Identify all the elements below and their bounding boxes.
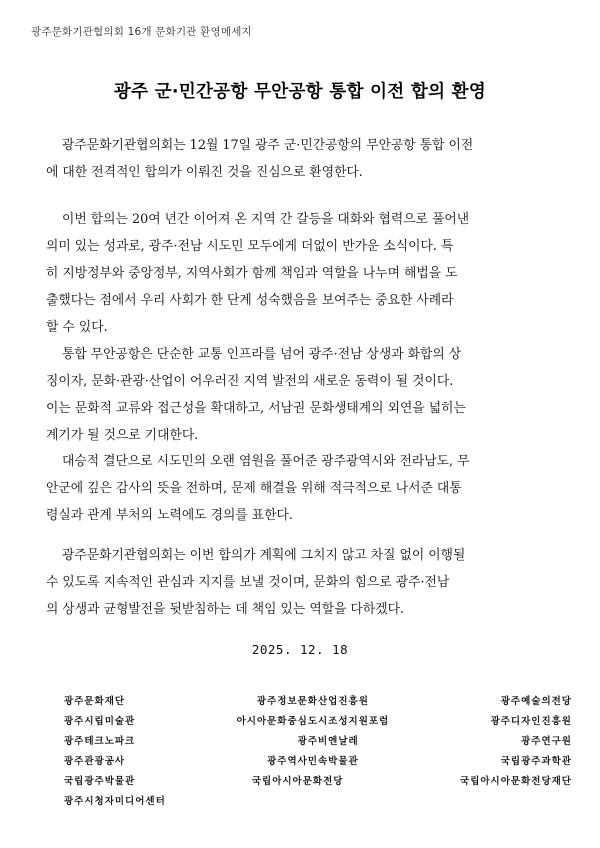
organization-name: 광주테크노파크: [64, 736, 136, 747]
paragraph-line: 에 대한 전격적인 합의가 이뤄진 것을 진심으로 환영한다.: [46, 165, 363, 180]
organization-row: [64, 793, 572, 811]
organization-name: 아시아문화중심도시조성지원포럼: [236, 716, 390, 727]
organization-row: [64, 753, 572, 771]
organization-row: [64, 693, 572, 711]
organization-name: 국립광주과학관: [500, 756, 572, 767]
paragraph-1: [46, 132, 562, 186]
paragraph-line: 의미 있는 성과로, 광주·전남 시도민 모두에게 더없이 반가운 소식이다. 특: [46, 239, 454, 254]
organization-name: 국립아시아문화전당: [251, 776, 344, 787]
paragraph-line: 히 지방정부와 중앙정부, 지역사회가 함께 책임과 역할을 나누며 해법을 도: [46, 266, 458, 281]
paragraph-line: 할 수 있다.: [46, 320, 108, 335]
paragraph-line: 징이자, 문화·관광·산업이 어우러진 지역 발전의 새로운 동력이 될 것이다.: [46, 374, 454, 389]
paragraph-2: [46, 206, 562, 341]
organization-name: 광주역사민속박물관: [267, 756, 359, 767]
organization-name: 광주시립미술관: [64, 716, 136, 727]
paragraph-line: 수 있도록 지속적인 관심과 지지를 보낼 것이며, 문화의 힘으로 광주·전남: [46, 575, 450, 590]
paragraph-line: 의 상생과 균형발전을 뒷받침하는 데 책임 있는 역할을 다하겠다.: [46, 602, 405, 617]
paragraph-line: 이는 문화적 교류와 접근성을 확대하고, 서남권 문화생태계의 외연을 넓히는: [46, 401, 466, 416]
organization-row: [64, 713, 572, 731]
organization-name: 광주시청자미디어센터: [64, 796, 166, 807]
paragraph-line: 안군에 깊은 감사의 뜻을 전하며, 문제 해결을 위해 적극적으로 나서준 대통: [46, 481, 462, 496]
organization-name: 광주디자인진흥원: [490, 716, 572, 727]
paragraph-line: 광주문화기관협의회는 이번 합의가 계획에 그치지 않고 차질 없이 이행될: [62, 548, 466, 563]
document-title: 광주 군·민간공항 무안공항 통합 이전 합의 환영: [113, 82, 487, 102]
paragraph-line: 대승적 결단으로 시도민의 오랜 염원을 풀어준 광주광역시와 전라남도, 무: [62, 454, 470, 469]
paragraph-line: 이번 합의는 20여 년간 이어져 온 지역 간 갈등을 대화와 협력으로 풀어낸: [62, 212, 470, 227]
paragraph-line: 령실과 관계 부처의 노력에도 경의를 표한다.: [46, 508, 293, 523]
organization-name: 광주예술의전당: [500, 696, 572, 707]
document-date: 2025. 12. 18: [251, 642, 349, 657]
paragraph-5: [46, 542, 562, 623]
paragraph-line: 광주문화기관협의회는 12월 17일 광주 군·민간공항의 무안공항 통합 이전: [62, 138, 474, 153]
document-header: 광주문화기관협의회 16개 문화기관 환영메세지: [31, 26, 252, 38]
organization-name: 광주관광공사: [64, 756, 126, 767]
paragraph-line: 출했다는 점에서 우리 사회가 한 단계 성숙했음을 보여주는 중요한 사례라: [46, 293, 454, 308]
organization-row: [64, 733, 572, 751]
organization-row: [64, 773, 572, 791]
organization-name: 광주정보문화산업진흥원: [256, 696, 369, 707]
organization-name: 광주비엔날레: [297, 736, 359, 747]
organization-name: 광주연구원: [521, 736, 572, 747]
paragraph-3: [46, 341, 562, 449]
organization-name: 광주문화재단: [64, 696, 126, 707]
paragraph-4: [46, 448, 562, 529]
organization-name: 국립아시아문화전당재단: [460, 776, 572, 787]
paragraph-line: 통합 무안공항은 단순한 교통 인프라를 넘어 광주·전남 상생과 화합의 상: [62, 347, 462, 362]
organization-name: 국립광주박물관: [64, 776, 136, 787]
paragraph-line: 계기가 될 것으로 기대한다.: [46, 428, 199, 443]
